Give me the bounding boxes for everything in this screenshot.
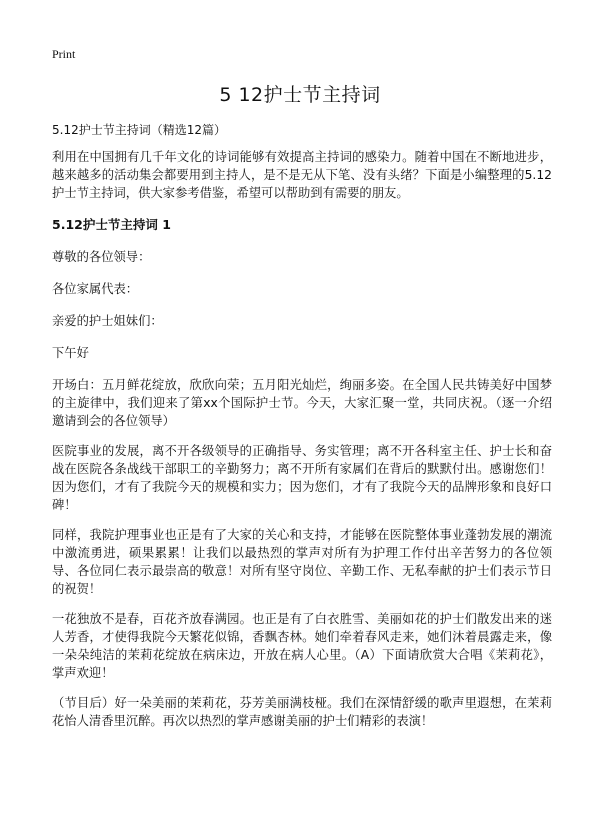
body-paragraph: 同样，我院护理事业也正是有了大家的关心和支持，才能够在医院整体事业蓬勃发展的潮流中激流勇进，硕果累累！让我们以最热烈的掌声对所有为护理工作付出辛苦努力的各位领导、各位同仁表示最崇高的敬意！对所有坚守岗位、辛勤工作、无私奉献的护士们表示节日的祝贺！ [52, 528, 552, 596]
body-paragraph: 开场白：五月鲜花绽放，欣欣向荣；五月阳光灿烂，绚丽多姿。在全国人民共铸美好中国梦的主旋律中，我们迎来了第xx个国际护士节。今天，大家汇聚一堂，共同庆祝。（逐一介绍邀请到会的各位领导） [52, 378, 552, 428]
body-paragraph: 一花独放不是春，百花齐放春满园。也正是有了白衣胜雪、美丽如花的护士们散发出来的迷人芳香，才使得我院今天繁花似锦，香飘杏林。她们牵着春风走来，她们沐着晨露走来，像一朵朵纯洁的茉莉花绽放在病床边，开放在病人心里。（A）下面请欣赏大合唱《茉莉花》，掌声欢迎！ [52, 612, 552, 680]
body-paragraph: （节目后）好一朵美丽的茉莉花，芬芳美丽满枝桠。我们在深情舒缓的歌声里遐想，在茉莉花怡人清香里沉醉。再次以热烈的掌声感谢美丽的护士们精彩的表演！ [52, 696, 552, 728]
greeting-families: 各位家属代表： [52, 282, 139, 296]
section-heading: 5.12护士节主持词 1 [52, 217, 171, 232]
print-link[interactable]: Print [52, 47, 76, 61]
page-title: 5 12护士节主持词 [219, 84, 381, 106]
document-body [52, 121, 552, 742]
greeting-afternoon: 下午好 [52, 346, 89, 360]
body-paragraph: 医院事业的发展，离不开各级领导的正确指导、务实管理；离不开各科室主任、护士长和奋战在医院各条战线干部职工的辛勤努力；离不开所有家属们在背后的默默付出。感谢您们！因为您们，才有了我院今天的规模和实力；因为您们，才有了我院今天的品牌形象和良好口碑！ [52, 444, 552, 512]
intro-paragraph: 利用在中国拥有几千年文化的诗词能够有效提高主持词的感染力。随着中国在不断地进步，越来越多的活动集会都要用到主持人，是不是无从下笔、没有头绪？下面是小编整理的5.12护士节主持词，供大家参考借鉴，希望可以帮助到有需要的朋友。 [52, 150, 552, 200]
greeting-leaders: 尊敬的各位领导： [52, 250, 151, 264]
greeting-nurses: 亲爱的护士姐妹们： [52, 314, 163, 328]
document-subtitle: 5.12护士节主持词（精选12篇） [52, 123, 226, 137]
